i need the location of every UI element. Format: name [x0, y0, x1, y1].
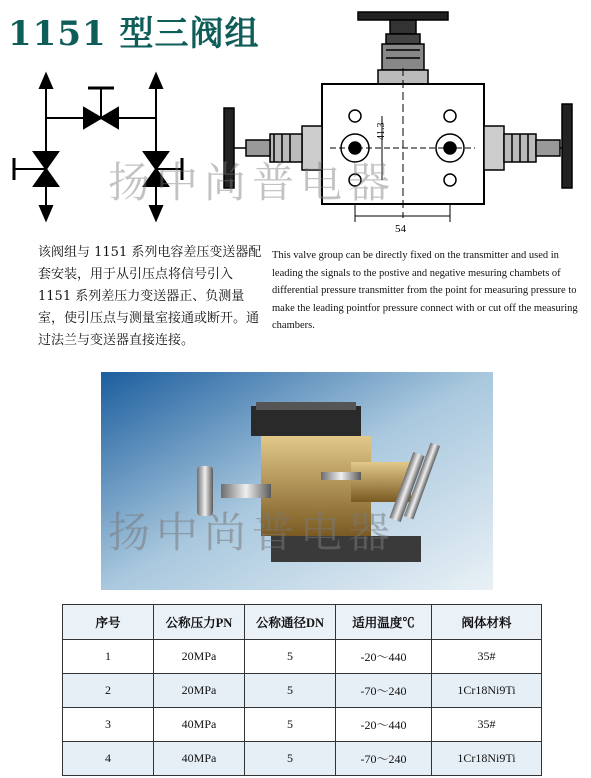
cell-pressure: 20MPa: [154, 674, 245, 708]
cell-diameter: 5: [245, 674, 336, 708]
dimension-horizontal: 54: [395, 223, 406, 235]
header-index: 序号: [63, 605, 154, 640]
cell-temperature: -20～440: [336, 708, 432, 742]
cell-index: 4: [63, 742, 154, 776]
cell-material: 1Cr18Ni9Ti: [432, 742, 542, 776]
page-title: 1151 型三阀组: [8, 14, 260, 54]
cell-temperature: -70～240: [336, 674, 432, 708]
cell-material: 1Cr18Ni9Ti: [432, 674, 542, 708]
cell-index: 1: [63, 640, 154, 674]
table-row: [63, 640, 542, 674]
cell-pressure: 20MPa: [154, 640, 245, 674]
cell-temperature: -20～440: [336, 640, 432, 674]
watermark: 扬中尚普电器: [108, 158, 397, 207]
description-english: This valve group can be directly fixed on the transmitter and used in leading the signals to the postive and negative mesuring chambets of differential pressure transmitter from the point for measuring pressure to make the leading pointfor pressure connect with or cut off the measuring chambers.: [272, 250, 578, 331]
header-diameter: 公称通径DN: [245, 605, 336, 640]
cell-temperature: -70～240: [336, 742, 432, 776]
header-temperature: 适用温度℃: [336, 605, 432, 640]
cell-index: 3: [63, 708, 154, 742]
table-row: [63, 674, 542, 708]
dimension-vertical: 41.3: [376, 122, 387, 140]
cell-pressure: 40MPa: [154, 708, 245, 742]
cell-diameter: 5: [245, 640, 336, 674]
cell-diameter: 5: [245, 708, 336, 742]
cell-material: 35#: [432, 640, 542, 674]
specification-table: [62, 604, 542, 776]
description-chinese: 该阀组与 1151 系列电容差压变送器配套安装，用于从引压点将信号引入 1151 系列差压力变送器正、负测量室，使引压点与测量室接通或断开。通过法兰与变送器直接连接。: [38, 245, 262, 348]
table-header-row: [63, 605, 542, 640]
cell-index: 2: [63, 674, 154, 708]
table-row: [63, 742, 542, 776]
header-material: 阀体材料: [432, 605, 542, 640]
header-pressure: 公称压力PN: [154, 605, 245, 640]
table-row: [63, 708, 542, 742]
cell-material: 35#: [432, 708, 542, 742]
cell-pressure: 40MPa: [154, 742, 245, 776]
watermark: 扬中尚普电器: [108, 508, 397, 557]
cell-diameter: 5: [245, 742, 336, 776]
